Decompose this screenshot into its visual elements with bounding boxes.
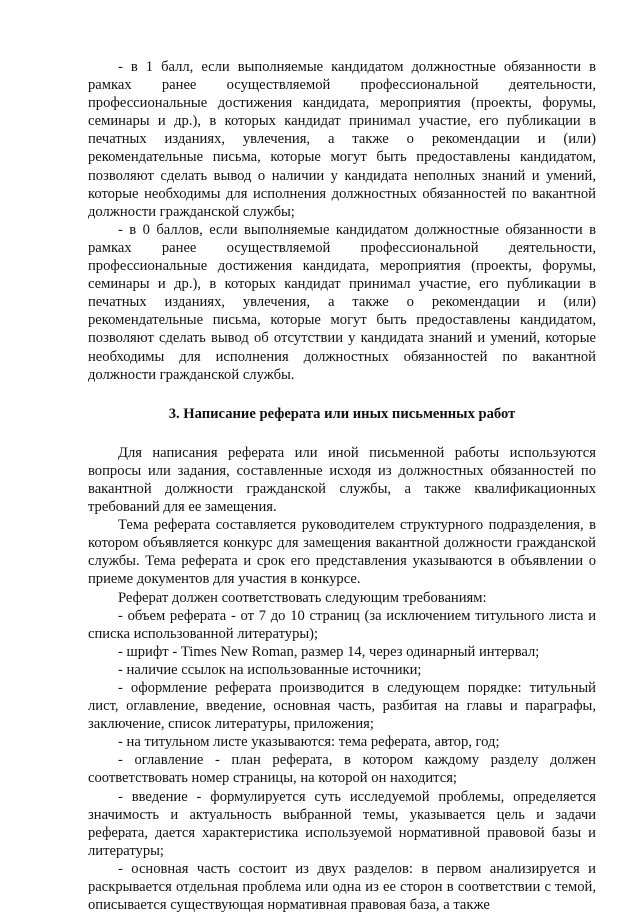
list-item-font: - шрифт - Times New Roman, размер 14, через одинарный интервал;	[118, 643, 540, 660]
paragraph-essay-intro: Для написания реферата или иной письменной работы используются вопросы или задания, составленные исходя из должностных обязанностей по вакантной должности гражданской службы, а также квалификационных требований для ее замещения.	[88, 444, 596, 516]
section-heading: 3. Написание реферата или иных письменных работ	[168, 405, 516, 422]
paragraph-requirements-lead: Реферат должен соответствовать следующим требованиям:	[118, 589, 487, 606]
list-item-references: - наличие ссылок на использованные источники;	[118, 661, 422, 678]
list-item-main-part: - основная часть состоит из двух разделов: в первом анализируется и раскрывается отдельная проблема или одна из ее сторон в соответствии с темой, описывается существующая нормативная правовая база, а также	[88, 860, 596, 914]
list-item-formatting: - оформление реферата производится в следующем порядке: титульный лист, оглавление, введение, основная часть, разбитая на главы и параграфы, заключение, список литературы, приложения;	[88, 680, 596, 733]
list-item-title-page: - на титульном листе указываются: тема реферата, автор, год;	[118, 734, 500, 751]
document-page	[88, 58, 596, 914]
list-item-introduction: - введение - формулируется суть исследуемой проблемы, определяется значимость и актуальность выбранной темы, указывается цель и задачи реферата, дается характеристика используемой нормативной правовой базы и литературы;	[88, 788, 596, 859]
paragraph-score-1: - в 1 балл, если выполняемые кандидатом должностные обязанности в рамках ранее осуществляемой профессиональной деятельности, профессиональные достижения кандидата, мероприятия (проекты, форумы, семинары и др.), в которых кандидат принимал участие, его публикации в печатных изданиях, увлечения, а также о рекомендации и (или) рекомендательные письма, которые могут быть предоставлены кандидатом, позволяют сделать вывод о наличии у кандидата неполных знаний и умений, которые необходимы для исполнения должностных обязанностей по вакантной должности гражданской службы;	[88, 59, 596, 220]
paragraph-essay-topic: Тема реферата составляется руководителем структурного подразделения, в котором объявляется конкурс для замещения вакантной должности гражданской службы. Тема реферата и срок его представления указываются в объявлении о приеме документов для участия в конкурсе.	[88, 517, 596, 588]
list-item-contents: - оглавление - план реферата, в котором каждому разделу должен соответствовать номер страницы, на которой он находится;	[88, 752, 596, 787]
list-item-volume: - объем реферата - от 7 до 10 страниц (за исключением титульного листа и списка использованной литературы);	[88, 607, 596, 642]
paragraph-score-0: - в 0 баллов, если выполняемые кандидатом должностные обязанности в рамках ранее осуществляемой профессиональной деятельности, профессиональные достижения кандидата, мероприятия (проекты, форумы, семинары и др.), в которых кандидат принимал участие, его публикации в печатных изданиях, увлечения, а также о рекомендации и (или) рекомендательные письма, которые могут быть предоставлены кандидатом, позволяют сделать вывод об отсутствии у кандидата знаний и умений, которые необходимы для исполнения должностных обязанностей по вакантной должности гражданской службы.	[88, 221, 596, 383]
